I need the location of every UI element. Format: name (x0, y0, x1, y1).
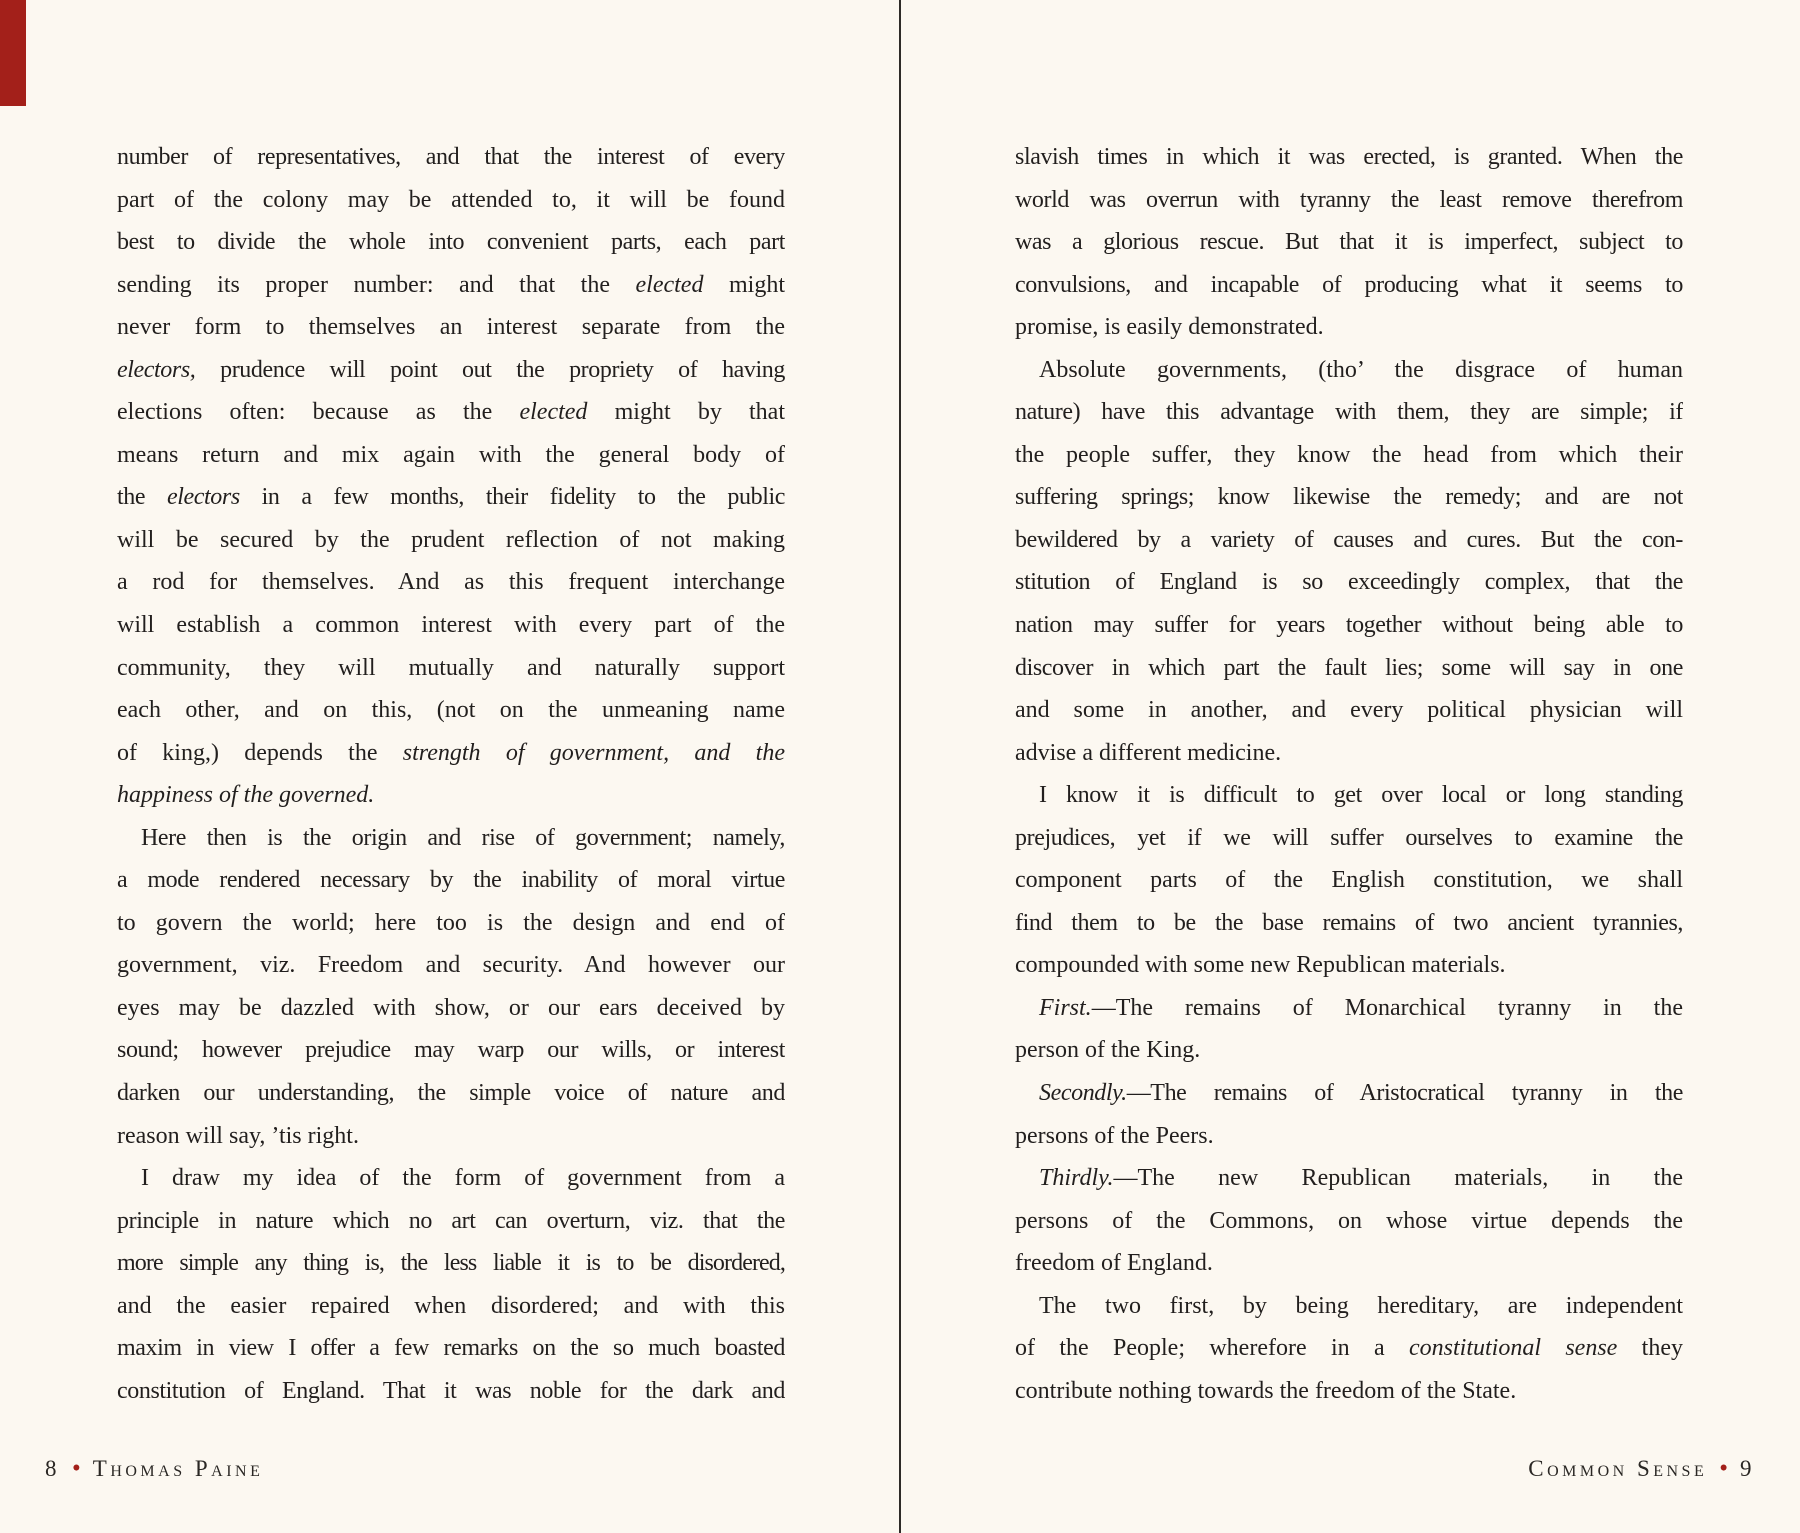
bookmark-ribbon (0, 0, 26, 106)
text-line: never form to themselves an interest separate from the (117, 314, 785, 341)
page-number-right: 9 (1740, 1456, 1755, 1481)
text-line: reason will say, ’tis right. (117, 1122, 359, 1149)
text-line: and some in another, and every political physician will (1015, 697, 1683, 724)
text-line: The two first, by being hereditary, are independent (1039, 1292, 1683, 1319)
text-line: maxim in view I offer a few remarks on the so much boasted (117, 1335, 785, 1362)
text-line: bewildered by a variety of causes and cures. But the con- (1015, 526, 1683, 553)
text-line: discover in which part the fault lies; some will say in one (1015, 654, 1683, 681)
text-line: community, they will mutually and naturally support (117, 654, 785, 681)
text-line: government, viz. Freedom and security. And however our (117, 952, 785, 979)
text-line: of the People; wherefore in a constitutional sense they (1015, 1335, 1683, 1362)
text-line: contribute nothing towards the freedom of the State. (1015, 1377, 1517, 1404)
text-line: sending its proper number: and that the elected might (117, 271, 785, 298)
text-line: convulsions, and incapable of producing what it seems to (1015, 271, 1683, 298)
book-author: Thomas Paine (92, 1456, 264, 1481)
text-line: electors, prudence will point out the propriety of having (117, 356, 785, 383)
text-line: promise, is easily demonstrated. (1015, 314, 1324, 341)
text-line: number of representatives, and that the interest of every (117, 144, 785, 170)
footer-left (45, 1455, 263, 1485)
text-line: nature) have this advantage with them, they are simple; if (1015, 399, 1683, 426)
text-line: the people suffer, they know the head from which their (1015, 441, 1683, 468)
text-line: will establish a common interest with every part of the (117, 612, 785, 639)
left-page-text (117, 136, 785, 1412)
text-line: eyes may be dazzled with show, or our ears deceived by (117, 994, 785, 1021)
text-line: Thirdly.—The new Republican materials, in the (1039, 1165, 1683, 1192)
text-line: constitution of England. That it was noble for the dark and (117, 1377, 785, 1404)
text-line: sound; however prejudice may warp our wills, or interest (117, 1037, 785, 1064)
footer-bullet-icon: • (1719, 1455, 1728, 1482)
text-line: suffering springs; know likewise the remedy; and are not (1015, 484, 1683, 511)
text-line: will be secured by the prudent reflection of not making (117, 526, 785, 553)
text-line: Secondly.—The remains of Aristocratical tyranny in the (1039, 1080, 1683, 1107)
text-line: person of the King. (1015, 1037, 1201, 1064)
text-line: darken our understanding, the simple voice of nature and (117, 1080, 785, 1107)
text-line: happiness of the governed. (117, 782, 375, 809)
text-line: a rod for themselves. And as this frequent interchange (117, 569, 785, 596)
text-line: find them to be the base remains of two ancient tyrannies, (1015, 909, 1683, 936)
text-line: principle in nature which no art can overturn, viz. that the (117, 1207, 785, 1234)
text-line: best to divide the whole into convenient parts, each part (117, 229, 785, 256)
text-line: means return and mix again with the general body of (117, 441, 785, 468)
page-number-left: 8 (45, 1456, 60, 1481)
text-line: stitution of England is so exceedingly complex, that the (1015, 569, 1683, 596)
book-title: Common Sense (1528, 1456, 1708, 1481)
text-line: Here then is the origin and rise of government; namely, (141, 824, 785, 851)
text-line: advise a different medicine. (1015, 739, 1282, 766)
text-line: world was overrun with tyranny the least remove therefrom (1015, 186, 1683, 213)
text-line: elections often: because as the elected might by that (117, 399, 785, 426)
page-divider (899, 0, 901, 1533)
right-page-text (1015, 136, 1683, 1412)
text-line: compounded with some new Republican materials. (1015, 952, 1506, 979)
text-line: slavish times in which it was erected, is granted. When the (1015, 144, 1683, 170)
text-line: more simple any thing is, the less liable it is to be disordered, (117, 1250, 785, 1277)
text-line: was a glorious rescue. But that it is imperfect, subject to (1015, 229, 1683, 256)
text-line: part of the colony may be attended to, it will be found (117, 186, 785, 213)
text-line: each other, and on this, (not on the unmeaning name (117, 697, 785, 724)
text-line: Absolute governments, (tho’ the disgrace of human (1039, 356, 1683, 383)
text-line: a mode rendered necessary by the inability of moral virtue (117, 867, 785, 894)
text-line: the electors in a few months, their fidelity to the public (117, 484, 785, 511)
text-line: I know it is difficult to get over local or long standing (1039, 782, 1683, 809)
text-line: to govern the world; here too is the design and end of (117, 909, 785, 936)
text-line: freedom of England. (1015, 1250, 1213, 1277)
footer-bullet-icon: • (72, 1455, 81, 1482)
text-line: and the easier repaired when disordered; and with this (117, 1292, 785, 1319)
text-line: persons of the Commons, on whose virtue depends the (1015, 1207, 1683, 1234)
text-line: nation may suffer for years together without being able to (1015, 612, 1683, 639)
text-line: prejudices, yet if we will suffer ourselves to examine the (1015, 824, 1683, 851)
text-line: persons of the Peers. (1015, 1122, 1214, 1149)
text-line: component parts of the English constitution, we shall (1015, 867, 1683, 894)
text-line: of king,) depends the strength of government, and the (117, 739, 785, 766)
text-line: First.—The remains of Monarchical tyranny in the (1039, 994, 1683, 1021)
footer-right (1528, 1455, 1755, 1485)
text-line: I draw my idea of the form of government from a (141, 1165, 785, 1192)
